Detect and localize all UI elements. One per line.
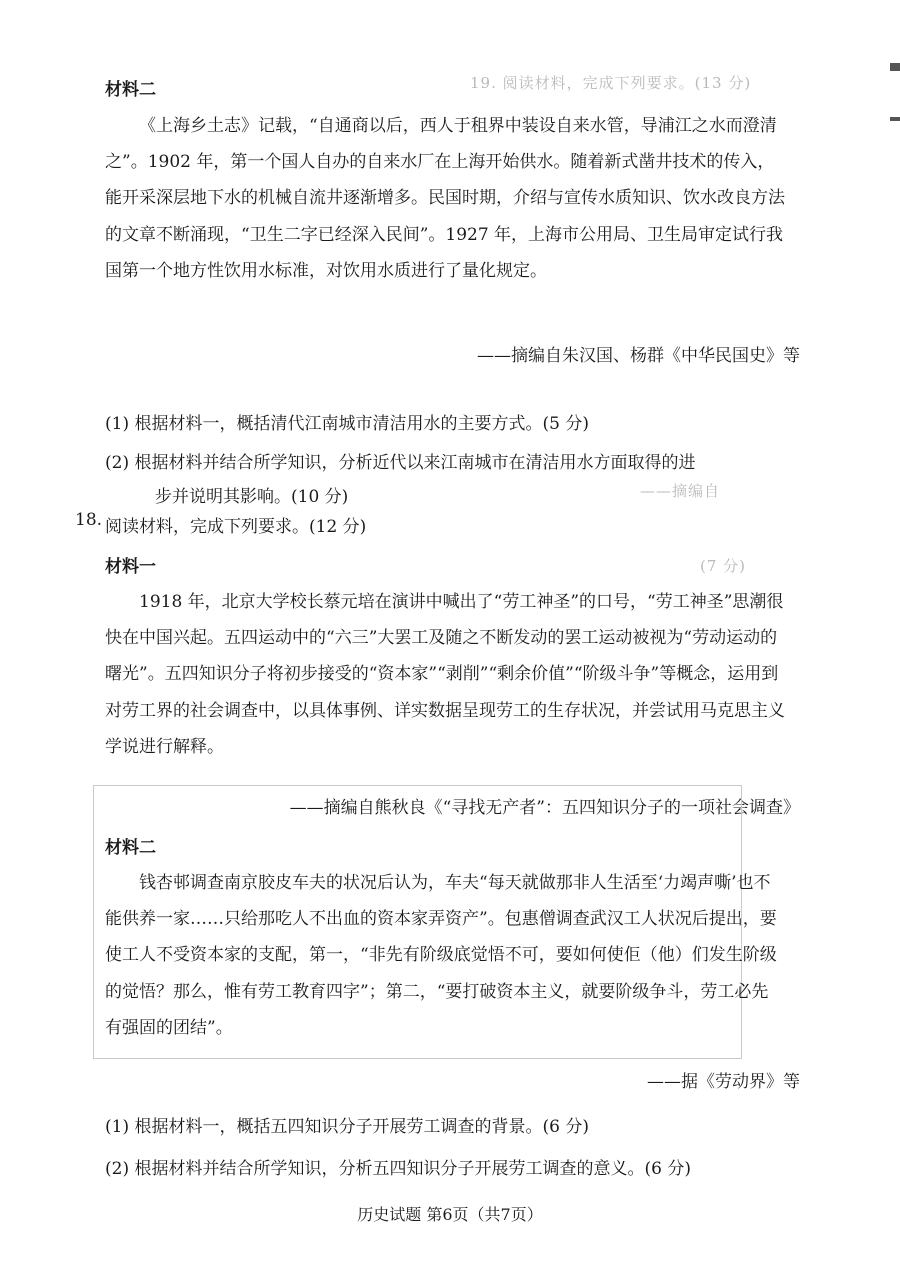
q17-sub-question-2 xyxy=(105,426,795,514)
paragraph: 1918 年，北京大学校长蔡元培在演讲中喊出了“劳工神圣”的口号，“劳工神圣”思潮很快在中国兴起。五四运动中的“六三”大罢工及随之不断发动的罢工运动被视为“劳动运动的曙光”。五四知识分子将初步接受的“资本家”“剥削”“剩余价值”“阶级斗争”等概念，运用到对劳工界的社会调查中，以具体事例、详实数据呈现劳工的生存状况，并尝试用马克思主义学说进行解释。 xyxy=(105,592,785,757)
q17-material2-source: ——摘编自朱汉国、杨群《中华民国史》等 xyxy=(477,346,800,366)
q17-sub2-line1: (2) 根据材料并结合所学知识，分析近代以来江南城市在清洁用水方面取得的进 xyxy=(105,453,696,473)
q18-sub-question-2: (2) 根据材料并结合所学知识，分析五四知识分子开展劳工调查的意义。(6 分) xyxy=(105,1159,691,1179)
q18-prompt: 阅读材料，完成下列要求。(12 分) xyxy=(105,517,367,537)
q18-number: 18. xyxy=(75,510,103,530)
q18-material1-text xyxy=(105,584,785,765)
paragraph: 钱杏邨调查南京胶皮车夫的状况后认为，车夫“每天就做那非人生活至‘力竭声嘶’也不能供养一家……只给那吃人不出血的资本家弄资产”。包惠僧调查武汉工人状况后提出，要使工人不受资本家的支配，第一，“非先有阶级底觉悟不可，要如何使佢（他）们发生阶级的觉悟？那么，惟有劳工教育四字”；第二，“要打破资本主义，就要阶级争斗，劳工必先有强固的团结”。 xyxy=(105,873,777,1038)
paragraph: 《上海乡土志》记载，“自通商以后，西人于租界中装设自来水管，导浦江之水而澄清之”。1902 年，第一个国人自办的自来水厂在上海开始供水。随着新式凿井技术的传入，能开采深层地下水的机械自流井逐渐增多。民国时期，介绍与宣传水质知识、饮水改良方法的文章不断涌现，“卫生二字已经深入民间”。1927 年，上海市公用局、卫生局审定试行我国第一个地方性饮用水标准，对饮用水质进行了量化规定。 xyxy=(105,116,785,281)
scan-edge-mark xyxy=(890,117,900,121)
q18-material1-title: 材料一 xyxy=(105,557,156,577)
q17-sub-question-1: (1) 根据材料一，概括清代江南城市清洁用水的主要方式。(5 分) xyxy=(105,414,589,434)
bleed-text: (7 分) xyxy=(700,557,747,575)
page-footer: 历史试题 第6页（共7页） xyxy=(357,1205,543,1224)
q18-material1-source: ——摘编自熊秋良《“寻找无产者”：五四知识分子的一项社会调查》 xyxy=(289,798,800,818)
q18-material2-title: 材料二 xyxy=(105,838,156,858)
q17-material2-text xyxy=(105,108,785,289)
bleed-text: 19. 阅读材料，完成下列要求。(13 分) xyxy=(470,74,752,92)
q18-material2-text xyxy=(105,865,785,1046)
q18-sub-question-1: (1) 根据材料一，概括五四知识分子开展劳工调查的背景。(6 分) xyxy=(105,1117,589,1137)
q17-sub2-line2: 步并说明其影响。(10 分) xyxy=(155,487,349,507)
bleed-text: ——摘编自 xyxy=(640,482,721,500)
q18-material2-source: ——据《劳动界》等 xyxy=(647,1072,800,1092)
q17-material2-title: 材料二 xyxy=(105,80,156,100)
scan-edge-mark xyxy=(890,63,900,71)
